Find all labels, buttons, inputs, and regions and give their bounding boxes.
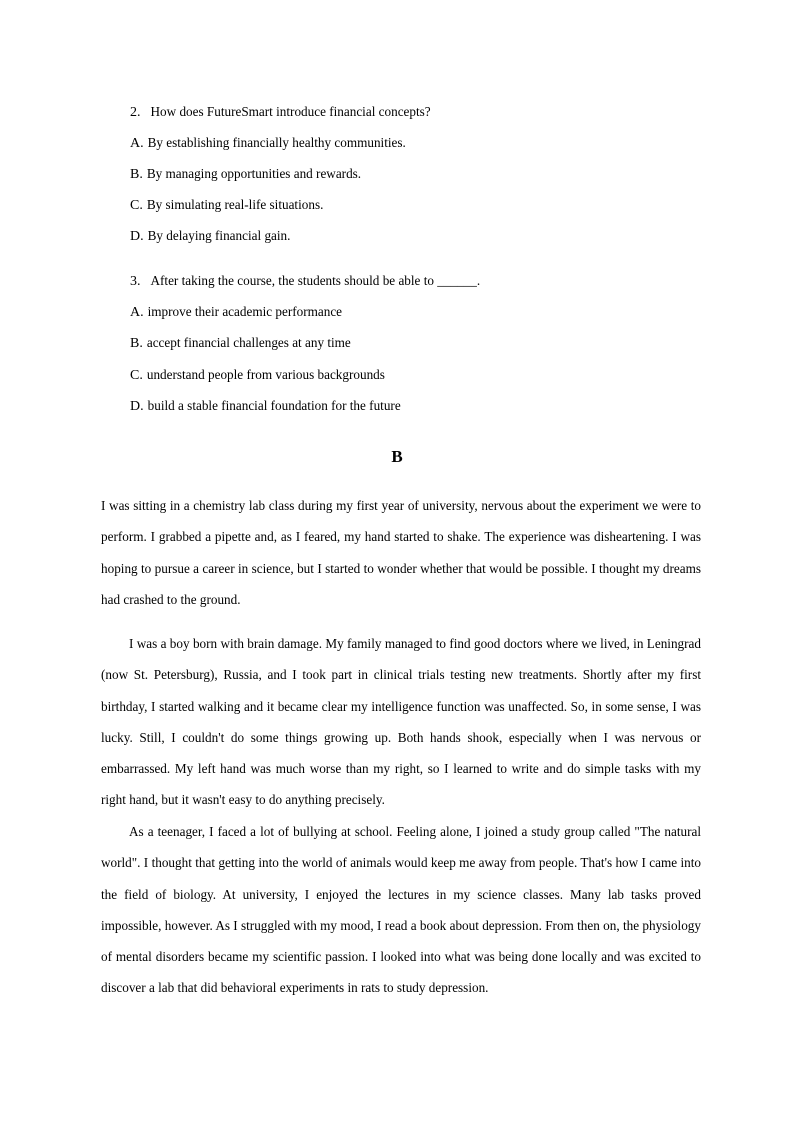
question-number: 3. <box>130 274 141 289</box>
passage-paragraph-2: I was a boy born with brain damage. My family managed to find good doctors where we lived, in Leningrad (now St. Petersburg), Russia, and I took part in clinical trials testing new treatments. Shortly after my first birthday, I started walking and it became clear my intelligence function was unaffected. So, in some sense, I was lucky. Still, I couldn't do some things growing up. Both hands shook, especially when I was nervous or embarrassed. My left hand was much worse than my right, so I learned to write and do simple tasks with my right hand, but it wasn't easy to do anything precisely. <box>101 636 701 808</box>
question-stem: After taking the course, the students should be able to ______. <box>150 273 481 288</box>
option-text: By managing opportunities and rewards. <box>146 166 362 181</box>
passage-paragraph-1: I was sitting in a chemistry lab class during my first year of university, nervous about the experiment we were to perform. I grabbed a pipette and, as I feared, my hand started to shake. The experience was disheartening. I was hoping to pursue a career in science, but I started to wonder whether that would be possible. I thought my dreams had crashed to the ground. <box>101 498 701 607</box>
passage-paragraph-3: As a teenager, I faced a lot of bullying at school. Feeling alone, I joined a study group called "The natural world". I thought that getting into the world of animals would keep me away from people. That's how I came into the field of biology. At university, I enjoyed the lectures in my science classes. Many lab tasks proved impossible, however. As I struggled with my mood, I read a book about depression. From then on, the physiology of mental disorders became my scientific passion. I looked into what was being done locally and was excited to discover a lab that did behavioral experiments in rats to study depression. <box>101 824 701 996</box>
option-c <box>130 367 385 384</box>
option-text: By establishing financially healthy communities. <box>147 135 406 150</box>
option-b <box>130 335 351 352</box>
option-letter: B. <box>130 336 143 351</box>
option-letter: C. <box>130 368 143 383</box>
option-letter: A. <box>130 305 144 320</box>
option-letter: D. <box>130 399 144 414</box>
option-d <box>130 228 290 245</box>
option-text: accept financial challenges at any time <box>146 335 351 350</box>
option-text: build a stable financial foundation for the future <box>147 398 401 413</box>
section-title: B <box>391 447 403 466</box>
option-d <box>130 398 401 415</box>
option-text: improve their academic performance <box>147 304 343 319</box>
option-text: understand people from various backgrounds <box>146 367 385 382</box>
question-2-stem-line <box>130 104 431 121</box>
question-stem: How does FutureSmart introduce financial concepts? <box>150 104 431 119</box>
option-letter: D. <box>130 229 144 244</box>
option-c <box>130 197 323 214</box>
question-3-stem-line <box>130 273 480 290</box>
question-number: 2. <box>130 105 141 120</box>
option-letter: C. <box>130 198 143 213</box>
option-text: By simulating real-life situations. <box>146 197 324 212</box>
option-letter: A. <box>130 136 144 151</box>
option-a <box>130 135 406 152</box>
option-a <box>130 304 342 321</box>
option-letter: B. <box>130 167 143 182</box>
option-text: By delaying financial gain. <box>147 228 291 243</box>
option-b <box>130 166 361 183</box>
